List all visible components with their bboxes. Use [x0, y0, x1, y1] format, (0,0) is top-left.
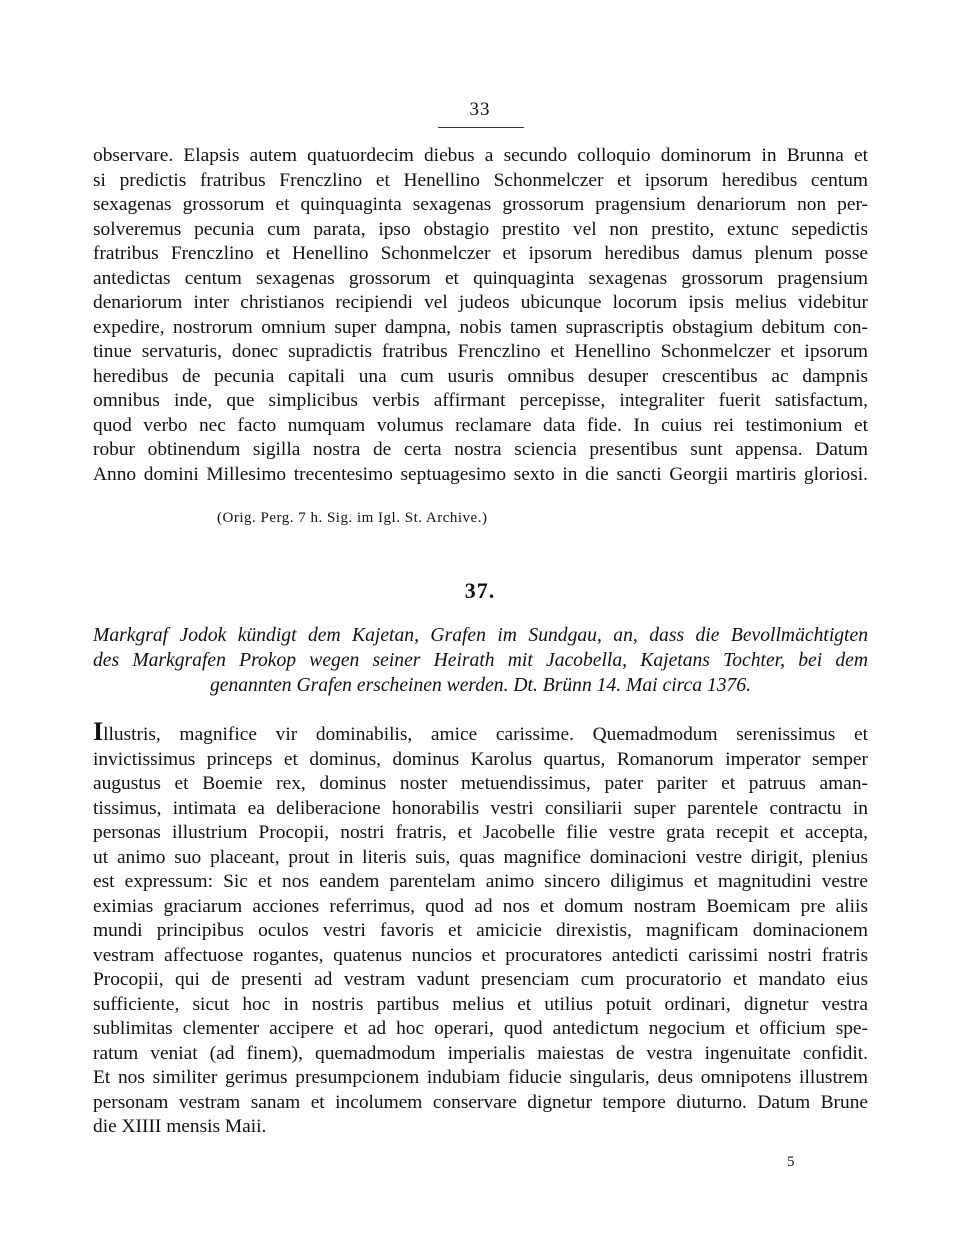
text-line: solveremus pecunia cum parata, ipso obstagio prestito vel non prestito, extunc sepedictis — [93, 218, 868, 240]
text-line: invictissimus princeps et dominus, dominus Karolus quartus, Romanorum imperator semper — [93, 748, 868, 770]
text-line: quod verbo nec facto numquam volumus reclamare data fide. In cuius rei testimonium et — [93, 414, 868, 436]
headnote-line: genannten Grafen erscheinen werden. Dt. Brünn 14. Mai circa 1376. — [209, 674, 752, 696]
document-headnote — [93, 624, 868, 698]
headnote-line: des Markgrafen Prokop wegen seiner Heirath mit Jacobella, Kajetans Tochter, bei dem — [93, 649, 868, 671]
text-line: sublimitas clementer accipere et ad hoc operari, quod antedictum negocium et officium spe- — [93, 1018, 868, 1039]
text-line: eximias graciarum acciones referrimus, quod ad nos et domum nostram Boemicam pre aliis — [93, 895, 868, 917]
text-line: expedire, nostrorum omnium super dampna, nobis tamen suprascriptis obstagium debitum con- — [93, 316, 868, 338]
first-line-text: llustris, magnifice vir dominabilis, amice carissime. Quemadmodum serenissimus et — [103, 724, 868, 745]
source-note: (Orig. Perg. 7 h. Sig. im Igl. St. Archive.) — [217, 510, 488, 526]
text-line: Anno domini Millesimo trecentesimo septuagesimo sexto in die sancti Georgii martiris gloriosi. — [93, 463, 868, 485]
text-line: ut animo suo placeant, prout in literis suis, quas magnifice dominacioni vestre dirigit, plenius — [93, 846, 868, 868]
drop-initial: I — [93, 717, 104, 746]
text-line: omnibus inde, que simplicibus verbis affirmant percepisse, integraliter fuerit satisfactum, — [93, 390, 868, 411]
text-line: robur obtinendum sigilla nostra de certa nostra sciencia presentibus sunt appensa. Datum — [93, 439, 868, 460]
text-line-first — [93, 717, 868, 748]
headnote-line: Markgraf Jodok kündigt dem Kajetan, Grafen im Sundgau, an, dass die Bevollmächtigten — [93, 625, 868, 646]
text-line: tinue servaturis, donec supradictis fratribus Frenczlino et Henellino Schonmelczer et ipsorum — [93, 341, 868, 362]
page-number: 33 — [469, 99, 491, 120]
text-line: personam vestram sanam et incolumem conservare dignetur tempore diuturno. Datum Brune — [93, 1091, 868, 1113]
text-line: Procopii, qui de presenti ad vestram vadunt presenciam cum procuratorio et mandato eius — [93, 969, 868, 990]
text-line: augustus et Boemie rex, dominus noster metuendissimus, pater pariter et patruus aman- — [93, 773, 868, 794]
text-line: tissimus, intimata ea deliberacione honorabilis vestri consiliarii super parentele contractu in — [93, 797, 868, 819]
text-line: personas illustrium Procopii, nostri fratris, et Jacobelle filie vestre grata recepit et accepta, — [93, 822, 868, 843]
text-line: denariorum inter christianos recipiendi vel judeos ubicunque locorum ipsis melius videbitur — [93, 292, 868, 313]
text-line: die XIIII mensis Maii. — [93, 1116, 267, 1137]
page-signature: 5 — [787, 1154, 795, 1170]
text-line: heredibus de pecunia capitali una cum usuris omnibus desuper crescentibus ac dampnis — [93, 365, 868, 387]
text-line: ratum veniat (ad finem), quemadmodum imperialis maiestas de vestra ingenuitate confidit. — [93, 1042, 868, 1064]
text-line: sexagenas grossorum et quinquaginta sexagenas grossorum pragensium denariorum non per- — [93, 194, 868, 215]
text-line: sufficiente, sicut hoc in nostris partibus melius et utilius potuit ordinari, dignetur vestra — [93, 993, 868, 1015]
document-number: 37. — [464, 578, 496, 603]
text-line: mundi principibus oculos vestri favoris et amicicie direxistis, magnificam dominacionem — [93, 920, 868, 941]
text-line: Et nos similiter gerimus presumpcionem indubiam fiducie singularis, deus omnipotens illustrem — [93, 1067, 868, 1088]
text-line: observare. Elapsis autem quatuordecim diebus a secundo colloquio dominorum in Brunna et — [93, 145, 868, 166]
text-line: vestram affectuose rogantes, quatenus nuncios et procuratores antedicti carissimi nostri fratris — [93, 944, 868, 966]
page-number-rule — [438, 127, 524, 128]
text-line: si predictis fratribus Frenczlino et Henellino Schonmelczer et ipsorum heredibus centum — [93, 169, 868, 191]
text-line: fratribus Frenczlino et Henellino Schonmelczer et ipsorum heredibus damus plenum posse — [93, 243, 868, 264]
text-line: antedictas centum sexagenas grossorum et quinquaginta sexagenas grossorum pragensium — [93, 267, 868, 289]
text-line: est expressum: Sic et nos eandem parentelam animo sincero diligimus et magnitudini vestre — [93, 871, 868, 892]
document-36-continuation — [93, 144, 868, 487]
document-37-body — [93, 717, 868, 1140]
